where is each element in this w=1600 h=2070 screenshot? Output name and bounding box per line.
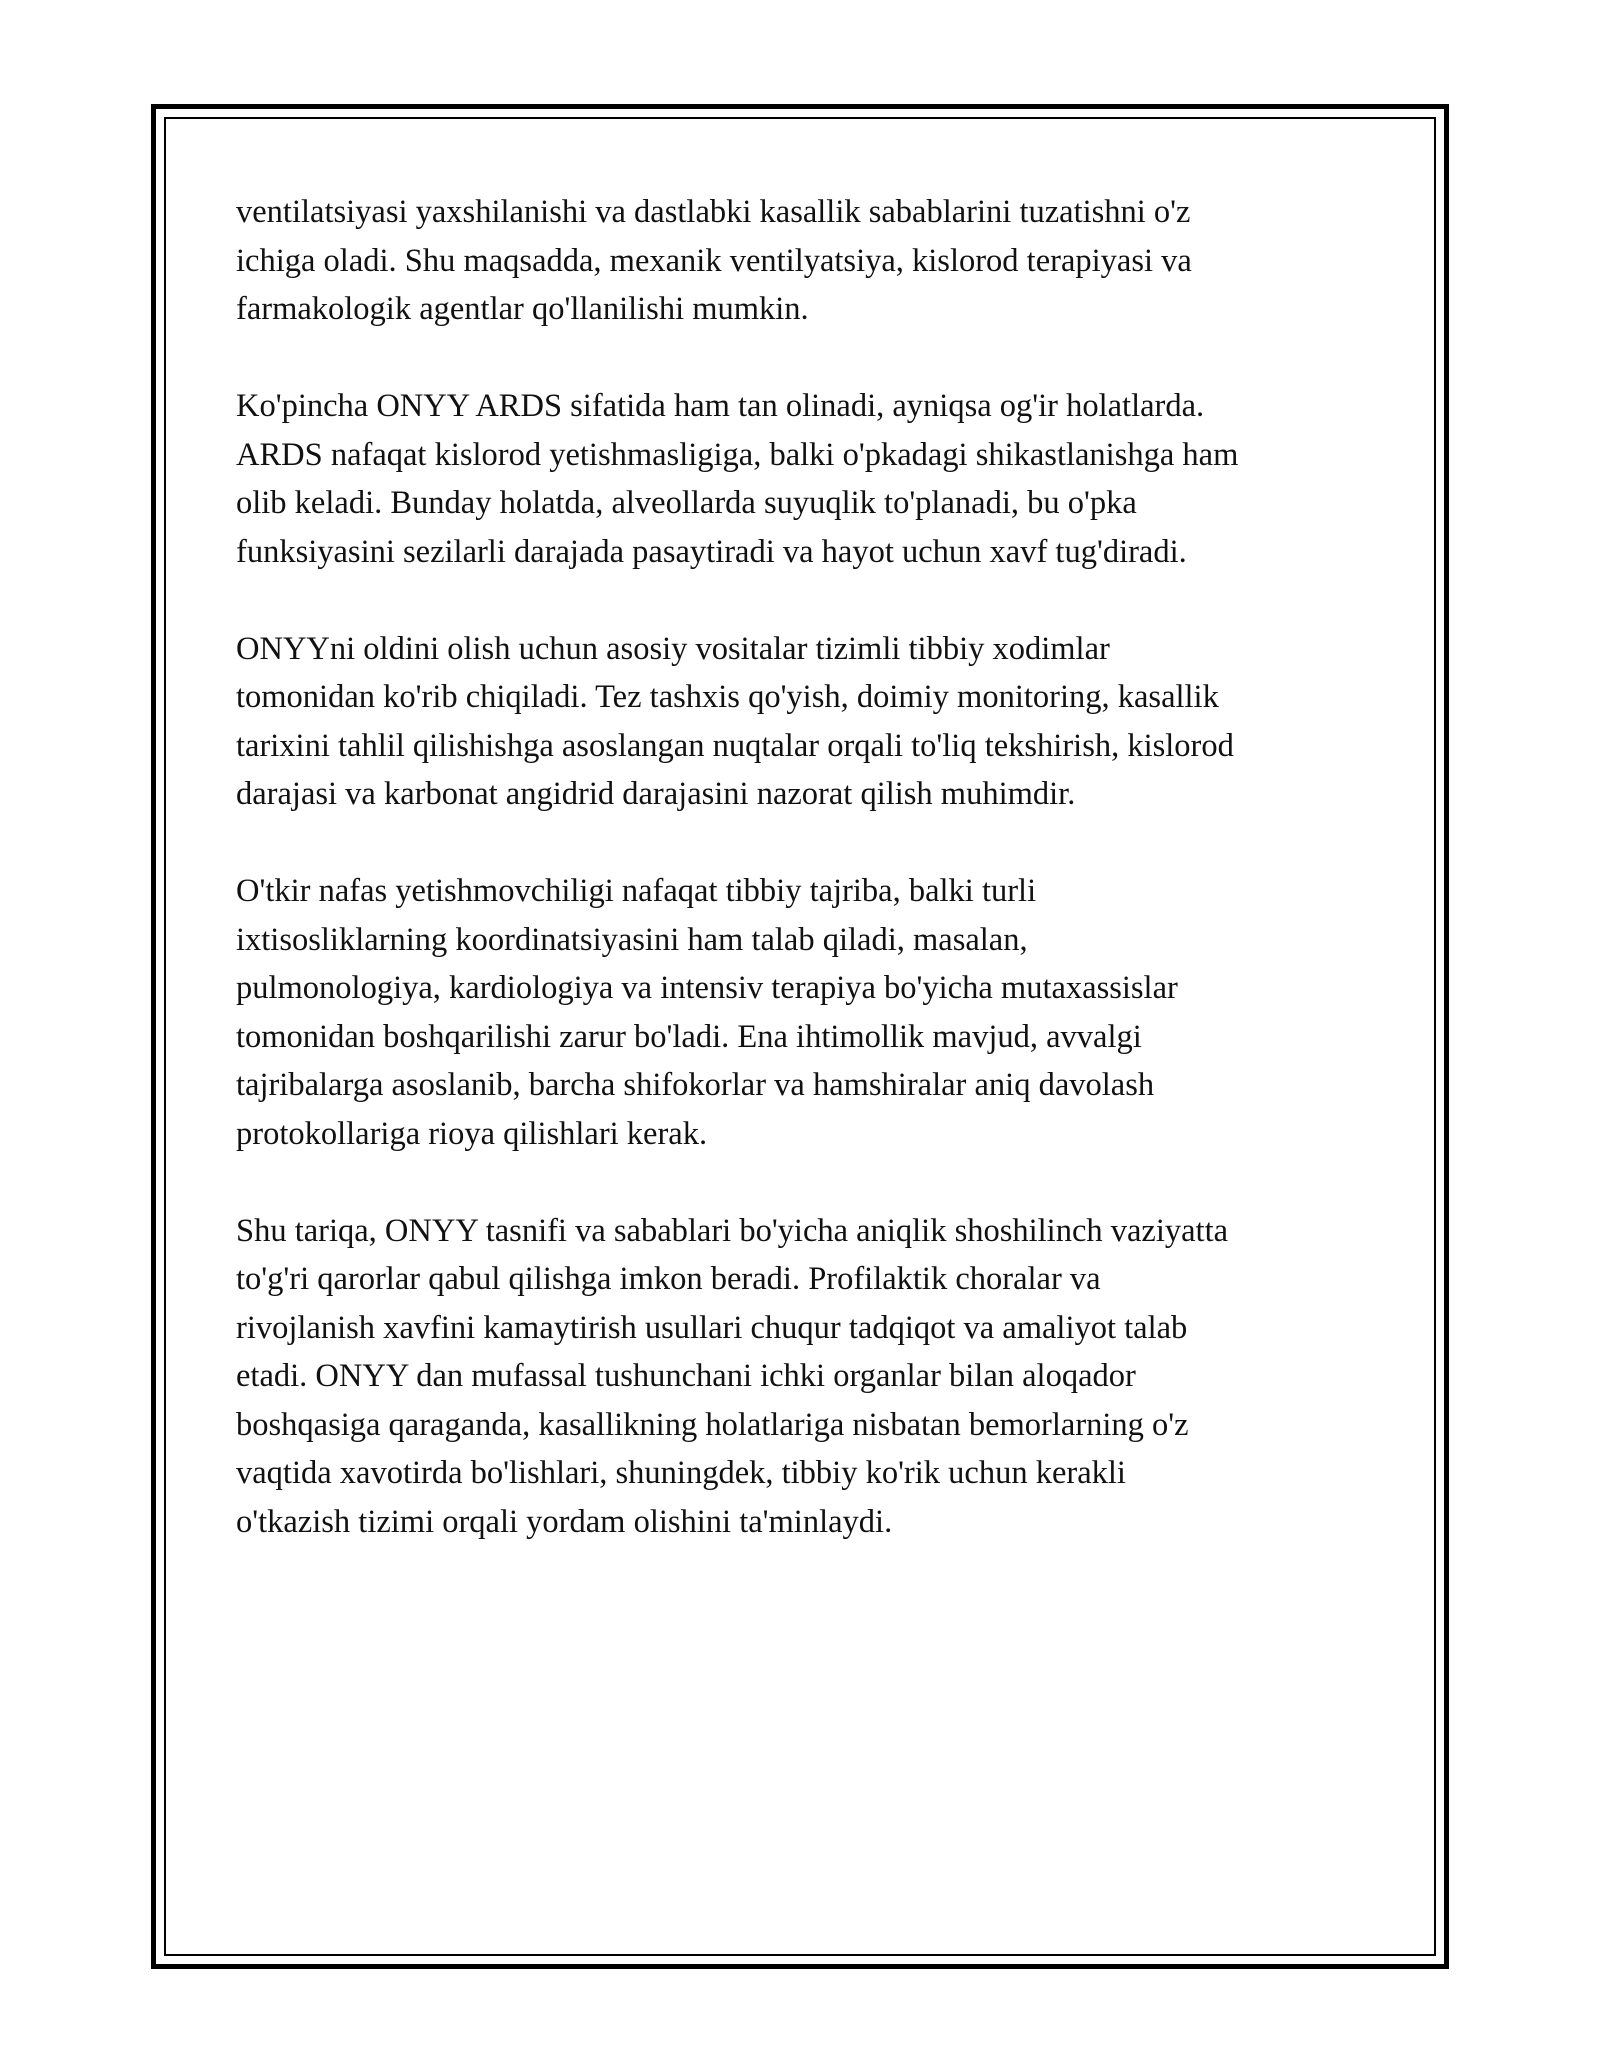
text-line: ventilatsiyasi yaxshilanishi va dastlabki kasallik sabablarini tuzatishni o'z xyxy=(236,194,1191,230)
paragraph-3 xyxy=(236,625,1386,819)
text-line: rivojlanish xavfini kamaytirish usullari chuqur tadqiqot va amaliyot talab xyxy=(236,1309,1188,1346)
text-line: pulmonologiya, kardiologiya va intensiv terapiya bo'yicha mutaxassislar xyxy=(236,970,1178,1006)
text-line: ichiga oladi. Shu maqsadda, mexanik ventilyatsiya, kislorod terapiyasi va xyxy=(236,242,1192,279)
text-line: ONYYni oldini olish uchun asosiy vositalar tizimli tibbiy xodimlar xyxy=(236,630,1110,667)
text-line: darajasi va karbonat angidrid darajasini nazorat qilish muhimdir. xyxy=(236,776,1076,812)
document-body xyxy=(236,188,1386,1595)
paragraph-4 xyxy=(236,867,1386,1158)
text-line: funksiyasini sezilarli darajada pasaytiradi va hayot uchun xavf tug'diradi. xyxy=(236,533,1187,570)
text-line: farmakologik agentlar qo'llanilishi mumkin. xyxy=(236,291,809,327)
text-line: to'g'ri qarorlar qabul qilishga imkon beradi. Profilaktik choralar va xyxy=(236,1261,1101,1297)
text-line: etadi. ONYY dan mufassal tushunchani ichki organlar bilan aloqador xyxy=(236,1358,1136,1394)
text-line: tomonidan boshqarilishi zarur bo'ladi. Ena ihtimollik mavjud, avvalgi xyxy=(236,1018,1142,1055)
text-line: Ko'pincha ONYY ARDS sifatida ham tan olinadi, ayniqsa og'ir holatlarda. xyxy=(236,388,1205,424)
paragraph-1 xyxy=(236,188,1386,334)
text-line: tajribalarga asoslanib, barcha shifokorlar va hamshiralar aniq davolash xyxy=(236,1067,1155,1103)
text-line: vaqtida xavotirda bo'lishlari, shuningdek, tibbiy ko'rik uchun kerakli xyxy=(236,1455,1126,1491)
text-line: O'tkir nafas yetishmovchiligi nafaqat tibbiy tajriba, balki turli xyxy=(236,873,1037,909)
text-line: tarixini tahlil qilishishga asoslangan nuqtalar orqali to'liq tekshirish, kislorod xyxy=(236,727,1234,764)
text-line: ixtisosliklarning koordinatsiyasini ham talab qiladi, masalan, xyxy=(236,921,1028,958)
text-line: boshqasiga qaraganda, kasallikning holatlariga nisbatan bemorlarning o'z xyxy=(236,1406,1189,1443)
text-line: tomonidan ko'rib chiqiladi. Tez tashxis qo'yish, doimiy monitoring, kasallik xyxy=(236,679,1219,715)
text-line: o'tkazish tizimi orqali yordam olishini ta'minlaydi. xyxy=(236,1503,893,1540)
text-line: Shu tariqa, ONYY tasnifi va sabablari bo'yicha aniqlik shoshilinch vaziyatta xyxy=(236,1212,1229,1249)
text-line: ARDS nafaqat kislorod yetishmasligiga, balki o'pkadagi shikastlanishga ham xyxy=(236,436,1239,473)
paragraph-5 xyxy=(236,1207,1386,1547)
paragraph-2 xyxy=(236,382,1386,576)
text-line: protokollariga rioya qilishlari kerak. xyxy=(236,1115,708,1152)
text-line: olib keladi. Bunday holatda, alveollarda suyuqlik to'planadi, bu o'pka xyxy=(236,485,1137,521)
